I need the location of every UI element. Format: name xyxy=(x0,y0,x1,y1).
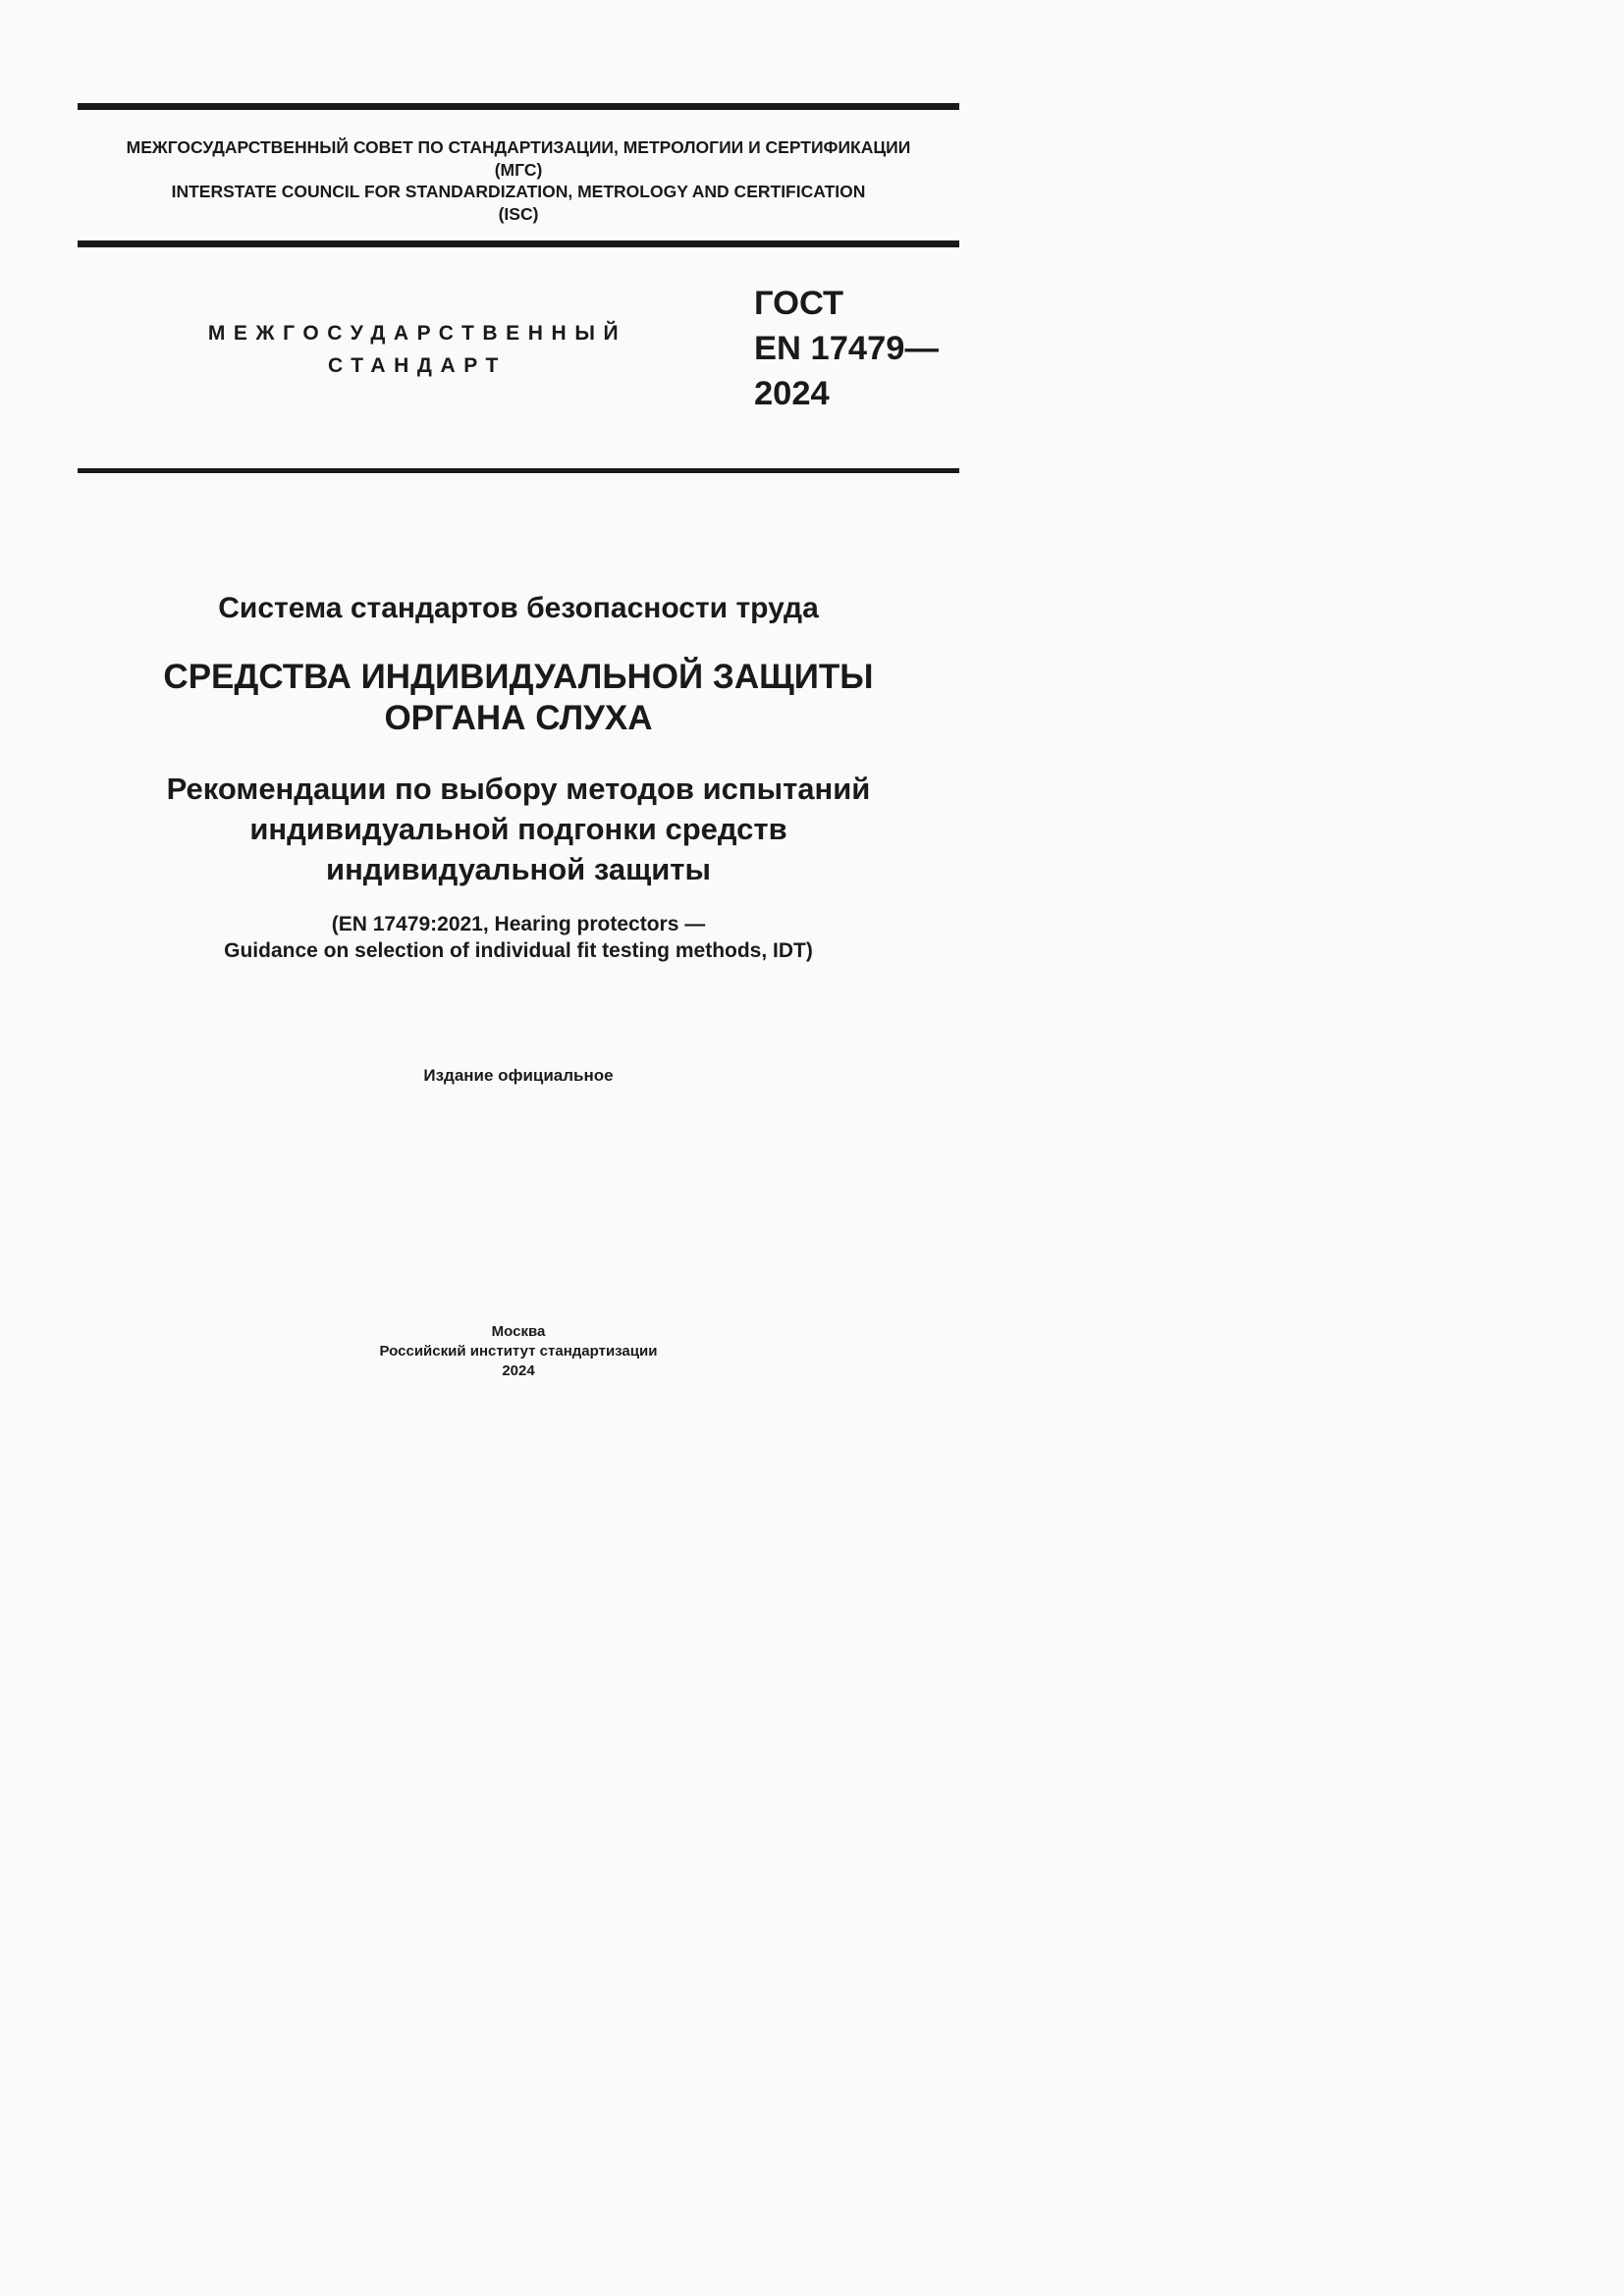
standard-designation xyxy=(754,281,939,416)
subtitle-line1: Рекомендации по выбору методов испытаний xyxy=(166,772,871,806)
en-reference-line2: Guidance on selection of individual fit testing methods, IDT) xyxy=(224,939,813,962)
standard-type-line2: СТАНДАРТ xyxy=(328,354,507,377)
council-abbr-ru: (МГС) xyxy=(494,159,543,180)
imprint-publisher: Российский институт стандартизации xyxy=(379,1343,658,1360)
designation-divider xyxy=(78,468,959,473)
designation-line2: EN 17479— xyxy=(754,330,939,367)
council-abbr-en: (ISC) xyxy=(498,203,539,224)
imprint-city: Москва xyxy=(491,1323,546,1340)
subtitle-line3: индивидуальной защиты xyxy=(326,852,711,886)
system-title: Система стандартов безопасности труда xyxy=(218,592,819,624)
designation-line3: 2024 xyxy=(754,375,830,412)
standard-type-line1: МЕЖГОСУДАРСТВЕННЫЙ xyxy=(207,322,627,345)
edition-label: Издание официальное xyxy=(423,1066,614,1085)
subtitle xyxy=(78,769,959,889)
designation-line1: ГОСТ xyxy=(754,285,844,322)
en-reference xyxy=(78,911,959,964)
standard-type xyxy=(187,317,648,382)
top-rule xyxy=(78,103,959,110)
main-title-line2: ОРГАНА СЛУХА xyxy=(384,699,653,737)
imprint-year: 2024 xyxy=(502,1362,535,1379)
council-header xyxy=(78,136,959,225)
header-divider xyxy=(78,240,959,247)
imprint xyxy=(78,1322,959,1381)
main-title-line1: СРЕДСТВА ИНДИВИДУАЛЬНОЙ ЗАЩИТЫ xyxy=(163,658,874,696)
main-title xyxy=(78,657,959,739)
en-reference-line1: (EN 17479:2021, Hearing protectors — xyxy=(331,913,706,935)
council-name-ru: МЕЖГОСУДАРСТВЕННЫЙ СОВЕТ ПО СТАНДАРТИЗАЦИИ, МЕТРОЛОГИИ И СЕРТИФИКАЦИИ xyxy=(126,137,911,157)
subtitle-line2: индивидуальной подгонки средств xyxy=(249,812,787,846)
council-name-en: INTERSTATE COUNCIL FOR STANDARDIZATION, METROLOGY AND CERTIFICATION xyxy=(171,182,866,201)
